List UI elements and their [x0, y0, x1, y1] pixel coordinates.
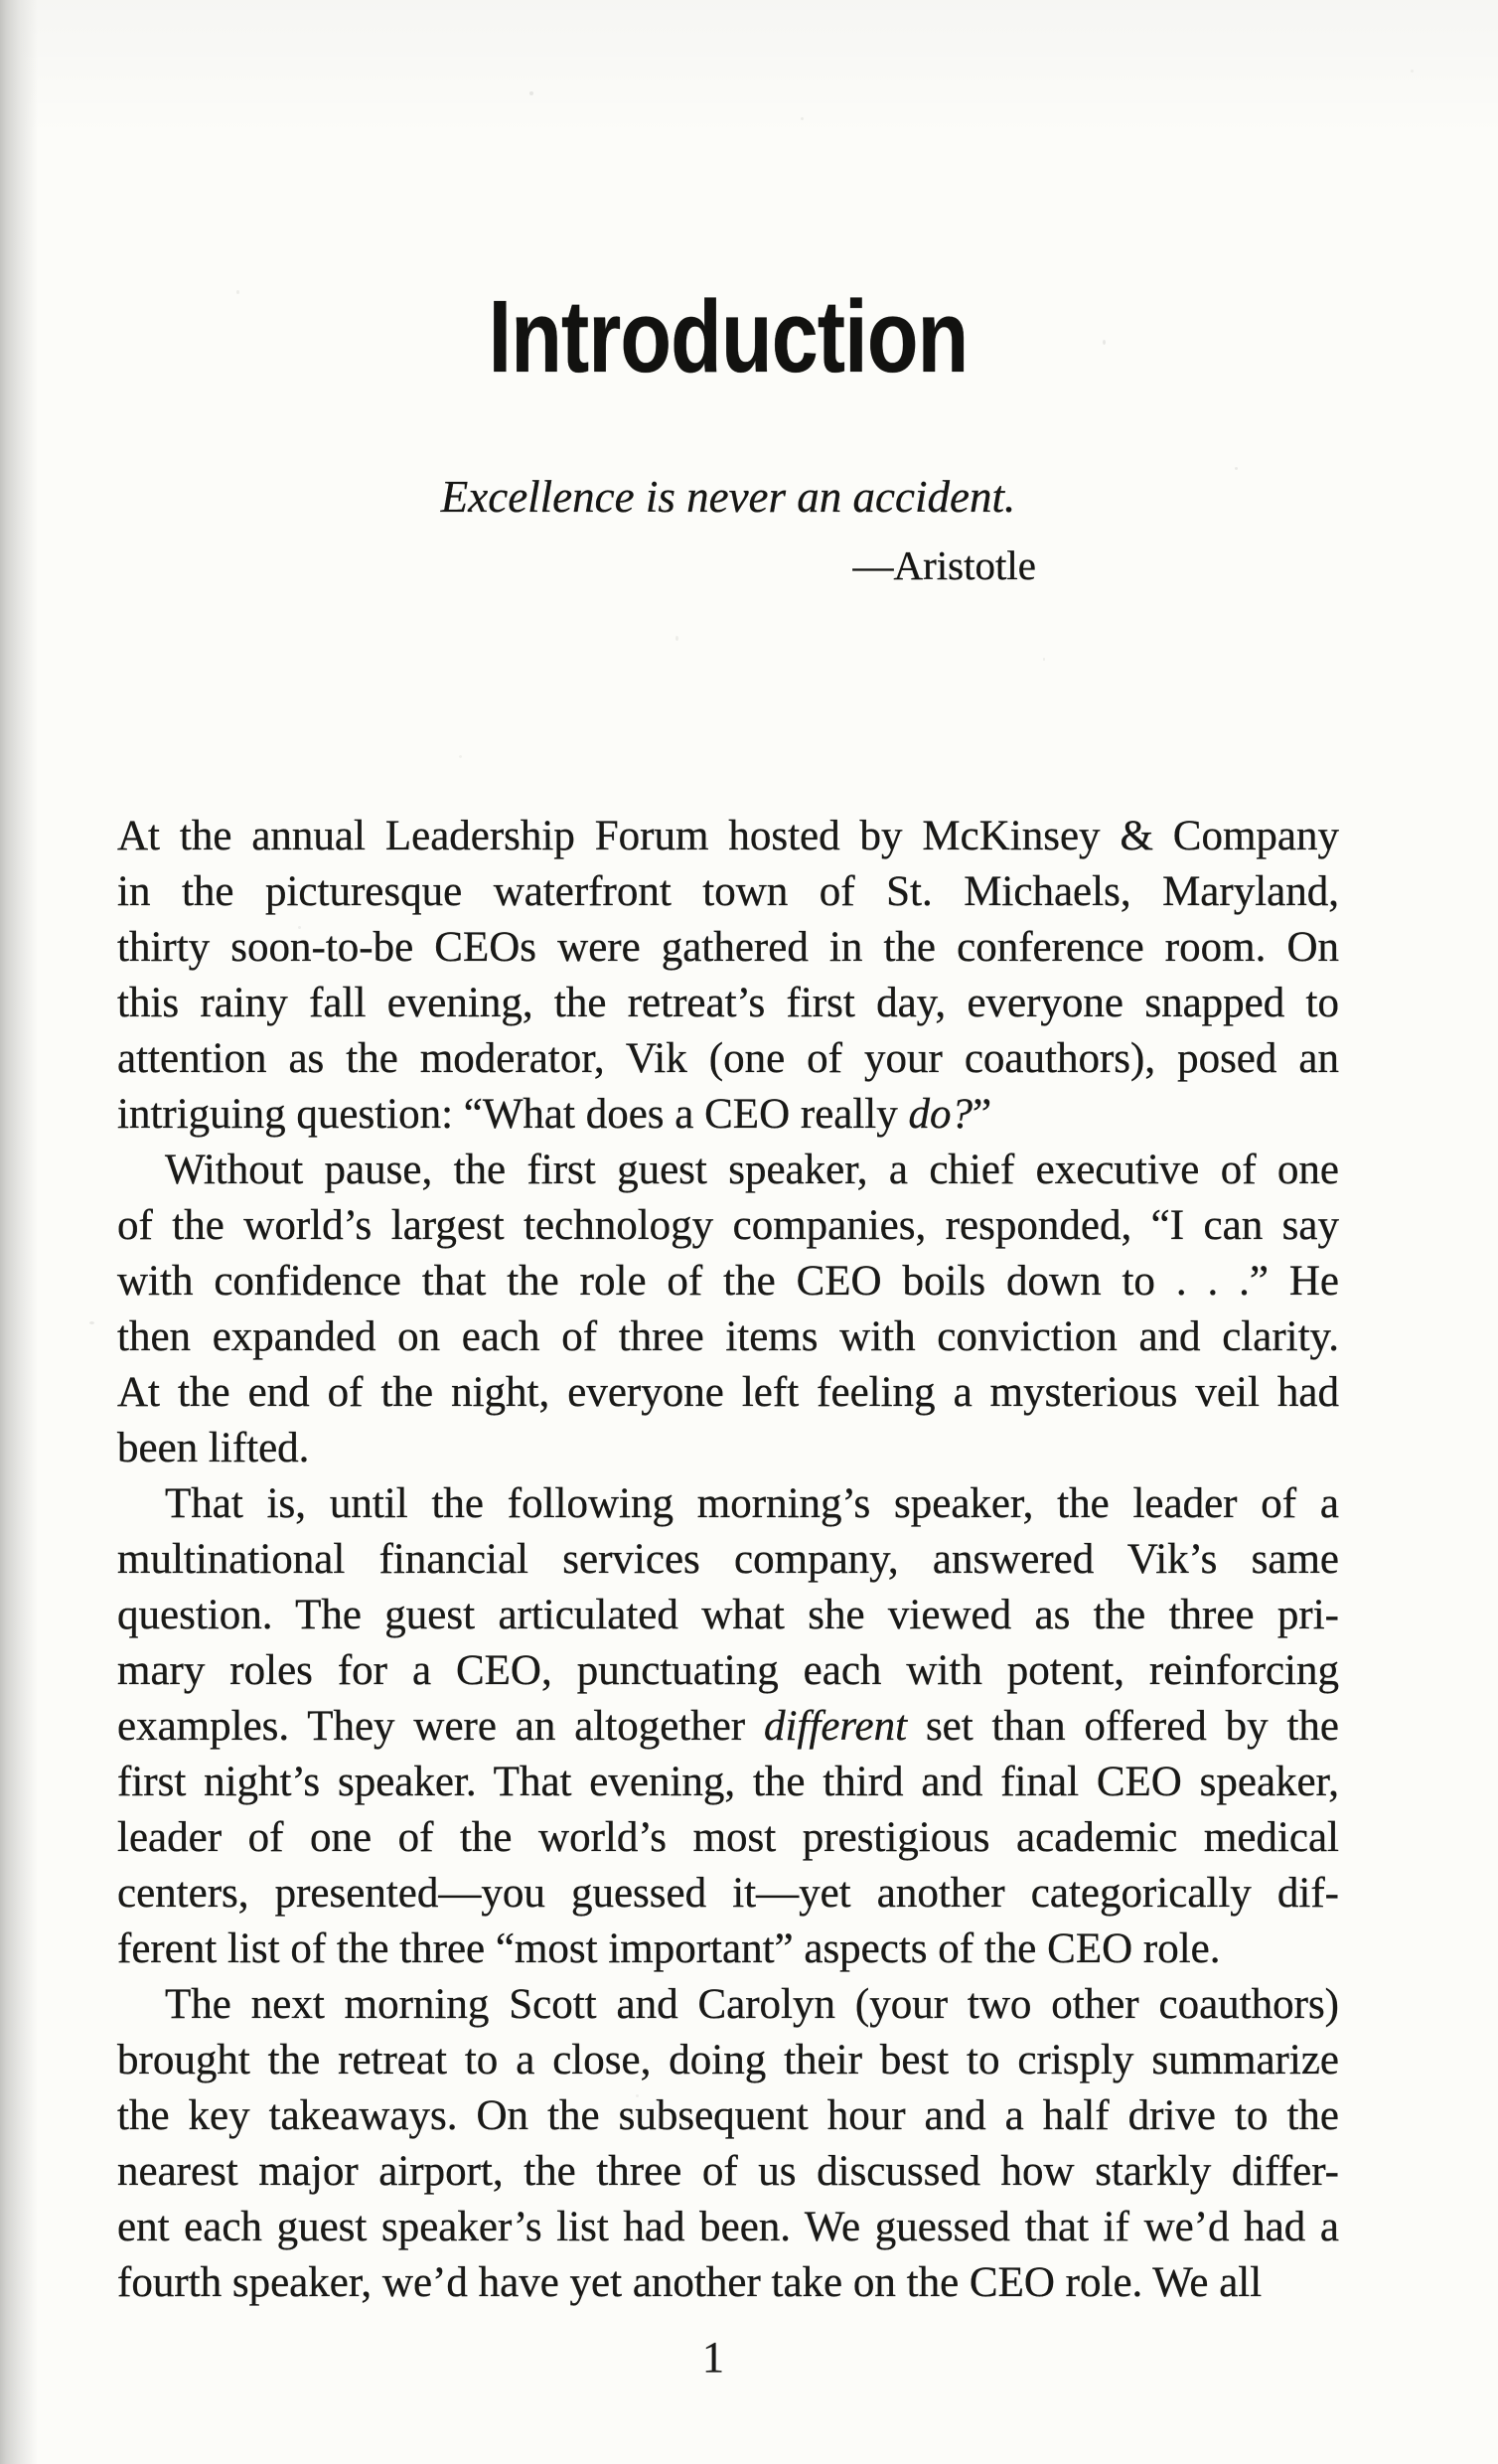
text-line	[117, 1810, 1339, 1866]
text-line	[117, 920, 1339, 976]
text-segment: set than offered by the	[907, 1703, 1339, 1750]
text-segment: the key takeaways. On the subsequent hour and a half drive to the	[117, 2092, 1339, 2139]
text-segment: At the end of the night, everyone left feeling a mysterious veil had	[117, 1369, 1339, 1416]
text-line	[117, 1087, 1339, 1143]
text-segment: with confidence that the role of the CEO boils down to . . .” He	[117, 1258, 1339, 1305]
scan-speck	[1411, 70, 1414, 73]
scan-speck	[529, 91, 533, 95]
text-segment: nearest major airport, the three of us discussed how starkly differ-	[117, 2148, 1339, 2195]
scan-speck	[459, 755, 462, 758]
scan-speck	[89, 1321, 94, 1324]
text-line	[117, 864, 1339, 920]
text-segment: thirty soon-to-be CEOs were gathered in the conference room. On	[117, 924, 1339, 971]
text-segment: mary roles for a CEO, punctuating each with potent, reinforcing	[117, 1647, 1339, 1694]
text-line	[117, 2255, 1339, 2311]
text-segment: brought the retreat to a close, doing their best to crisply summarize	[117, 2037, 1339, 2083]
text-segment: That is, until the following morning’s speaker, the leader of a	[165, 1480, 1339, 1527]
text-segment: ”	[973, 1091, 992, 1138]
chapter-title: Introduction	[488, 279, 969, 393]
epigraph-attribution: —Aristotle	[852, 542, 1036, 588]
text-line	[117, 1922, 1339, 1977]
text-segment: of the world’s largest technology companies, responded, “I can say	[117, 1202, 1339, 1249]
text-line	[117, 1532, 1339, 1588]
text-segment: intriguing question: “What does a CEO really	[117, 1091, 909, 1138]
scan-speck	[1235, 467, 1238, 470]
text-line	[117, 1699, 1339, 1755]
text-line	[117, 1643, 1339, 1699]
text-segment: attention as the moderator, Vik (one of your coauthors), posed an	[117, 1035, 1339, 1082]
text-line	[117, 2088, 1339, 2144]
text-segment: examples. They were an altogether	[117, 1703, 764, 1750]
paragraph	[117, 1476, 1339, 1977]
text-segment: At the annual Leadership Forum hosted by McKinsey & Company	[117, 813, 1339, 859]
text-line	[117, 1421, 1339, 1476]
paragraph	[117, 1977, 1339, 2311]
text-segment: then expanded on each of three items with conviction and clarity.	[117, 1313, 1339, 1360]
text-line	[117, 2200, 1339, 2255]
page-number: 1	[702, 2333, 724, 2382]
text-segment: leader of one of the world’s most prestigious academic medical	[117, 1814, 1339, 1861]
text-line	[117, 1866, 1339, 1922]
epigraph	[117, 472, 1339, 588]
text-line	[117, 2033, 1339, 2088]
binding-shadow	[0, 0, 38, 2464]
text-segment: Without pause, the first guest speaker, a chief executive of one	[165, 1147, 1339, 1193]
text-line	[117, 1476, 1339, 1532]
scan-speck	[801, 117, 804, 120]
text-segment: ent each guest speaker’s list had been. We guessed that if we’d had a	[117, 2204, 1339, 2250]
text-segment: first night’s speaker. That evening, the third and final CEO speaker,	[117, 1759, 1339, 1805]
text-segment: multinational financial services company, answered Vik’s same	[117, 1536, 1339, 1583]
body-text	[117, 809, 1339, 2311]
text-line	[117, 1031, 1339, 1087]
text-segment: in the picturesque waterfront town of St. Michaels, Maryland,	[117, 868, 1339, 915]
paragraph	[117, 809, 1339, 1143]
paragraph	[117, 1143, 1339, 1476]
text-line	[117, 1143, 1339, 1198]
text-segment: centers, presented—you guessed it—yet another categorically dif-	[117, 1870, 1339, 1917]
text-line	[117, 1198, 1339, 1254]
italic-text: do?	[908, 1091, 974, 1138]
italic-text: different	[763, 1703, 908, 1750]
text-line	[117, 1977, 1339, 2033]
text-line	[117, 2144, 1339, 2200]
text-line	[117, 1365, 1339, 1421]
text-line	[117, 1588, 1339, 1643]
text-segment: fourth speaker, we’d have yet another take on the CEO role. We all	[117, 2259, 1263, 2306]
text-segment: been lifted.	[117, 1425, 310, 1471]
scan-speck	[675, 636, 678, 641]
text-segment: ferent list of the three “most important” aspects of the CEO role.	[117, 1925, 1221, 1972]
text-segment: The next morning Scott and Carolyn (your two other coauthors)	[165, 1981, 1339, 2028]
scan-speck	[1043, 658, 1045, 661]
text-segment: this rainy fall evening, the retreat’s first day, everyone snapped to	[117, 980, 1339, 1026]
text-segment: question. The guest articulated what she viewed as the three pri-	[117, 1592, 1339, 1638]
epigraph-quote: Excellence is never an accident.	[440, 472, 1016, 522]
text-line	[117, 809, 1339, 864]
text-line	[117, 1755, 1339, 1810]
text-line	[117, 1254, 1339, 1309]
text-line	[117, 976, 1339, 1031]
text-line	[117, 1309, 1339, 1365]
